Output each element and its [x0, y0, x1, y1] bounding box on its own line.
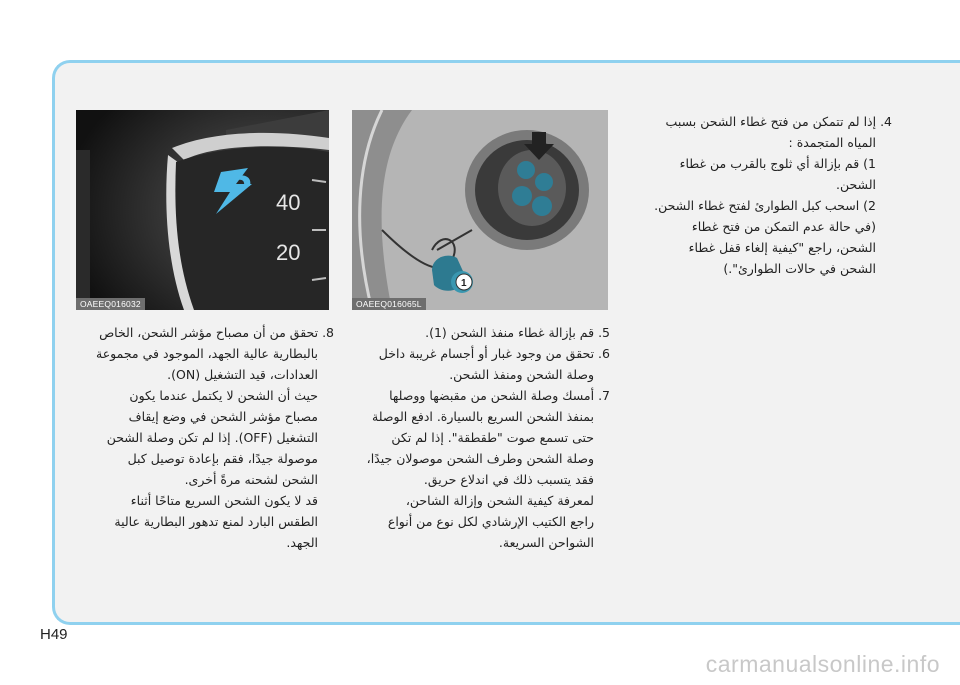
- connector-pin: [517, 161, 535, 179]
- text-line: 6. تحقق من وجود غبار أو أجسام غريبة داخل: [378, 346, 610, 361]
- text-line: موصولة جيدًا، فقم بإعادة توصيل كبل: [127, 451, 318, 466]
- text-line: 1) قم بإزالة أي ثلوج بالقرب من غطاء: [679, 156, 876, 171]
- text-line: الجهد.: [286, 535, 318, 550]
- text-line: الشواحن السريعة.: [498, 535, 594, 550]
- instructions-column-right: [608, 111, 892, 279]
- text-line: الطقس البارد لمنع تدهور البطارية عالية: [114, 514, 318, 529]
- text-line: المياه المتجمدة :: [788, 135, 876, 150]
- dashboard-figure: [76, 110, 329, 310]
- callout-number: 1: [461, 278, 467, 289]
- text-line: (في حالة عدم التمكن من فتح غطاء: [691, 219, 876, 234]
- text-line: الشحن لشحنه مرةً أخرى.: [184, 472, 318, 487]
- dashboard-illustration: [76, 110, 329, 310]
- text-line: الشحن في حالات الطوارئ".): [723, 261, 876, 276]
- gauge-label-40: 40: [276, 190, 301, 215]
- text-line: فقد يتسبب ذلك في اندلاع حريق.: [423, 472, 594, 487]
- charging-port-figure: [352, 110, 608, 310]
- text-line: الشحن.: [836, 177, 876, 192]
- text-line: التشغيل (OFF). إذا لم تكن وصلة الشحن: [106, 430, 318, 445]
- text-line: حتى تسمع صوت "طقطقة". إذا لم تكن: [391, 430, 594, 445]
- text-line: راجع الكتيب الإرشادي لكل نوع من أنواع: [387, 514, 594, 529]
- text-line: وصلة الشحن ومنفذ الشحن.: [449, 367, 594, 382]
- text-line: قد لا يكون الشحن السريع متاحًا أثناء: [130, 493, 318, 508]
- text-line: 8. تحقق من أن مصباح مؤشر الشحن، الخاص: [99, 325, 334, 340]
- connector-pin: [512, 186, 532, 206]
- connector-pin: [532, 196, 552, 216]
- text-line: 5. قم بإزالة غطاء منفذ الشحن (1).: [425, 325, 610, 340]
- text-line: حيث أن الشحن لا يكتمل عندما يكون: [129, 388, 318, 403]
- text-line: الشحن، راجع "كيفية إلغاء قفل غطاء: [688, 240, 876, 255]
- charging-port-illustration: [352, 110, 608, 310]
- text-line: بالبطارية عالية الجهد، الموجود في مجموعة: [96, 346, 318, 361]
- text-line: 7. أمسك وصلة الشحن من مقبضها ووصلها: [389, 388, 610, 403]
- text-line: بمنفذ الشحن السريع بالسيارة. ادفع الوصلة: [372, 409, 594, 424]
- text-line: وصلة الشحن وطرف الشحن موصولان جيدًا،: [366, 451, 594, 466]
- text-line: مصباح مؤشر الشحن في وضع إيقاف: [128, 409, 318, 424]
- text-line: لمعرفة كيفية الشحن وإزالة الشاحن،: [405, 493, 594, 508]
- figure-code: OAEEQ016032: [76, 298, 145, 310]
- connector-pin: [535, 173, 553, 191]
- text-line: 2) اسحب كبل الطوارئ لفتح غطاء الشحن.: [654, 198, 876, 213]
- instructions-column-left: [76, 322, 334, 553]
- figure-code: OAEEQ016065L: [352, 298, 426, 310]
- instructions-column-middle: [352, 322, 610, 553]
- watermark: carmanualsonline.info: [705, 651, 940, 677]
- text-line: العدادات، قيد التشغيل (ON).: [167, 367, 318, 382]
- text-line: 4. إذا لم تتمكن من فتح غطاء الشحن بسبب: [665, 114, 892, 129]
- gauge-label-20: 20: [276, 240, 301, 265]
- page-number: H49: [40, 626, 68, 643]
